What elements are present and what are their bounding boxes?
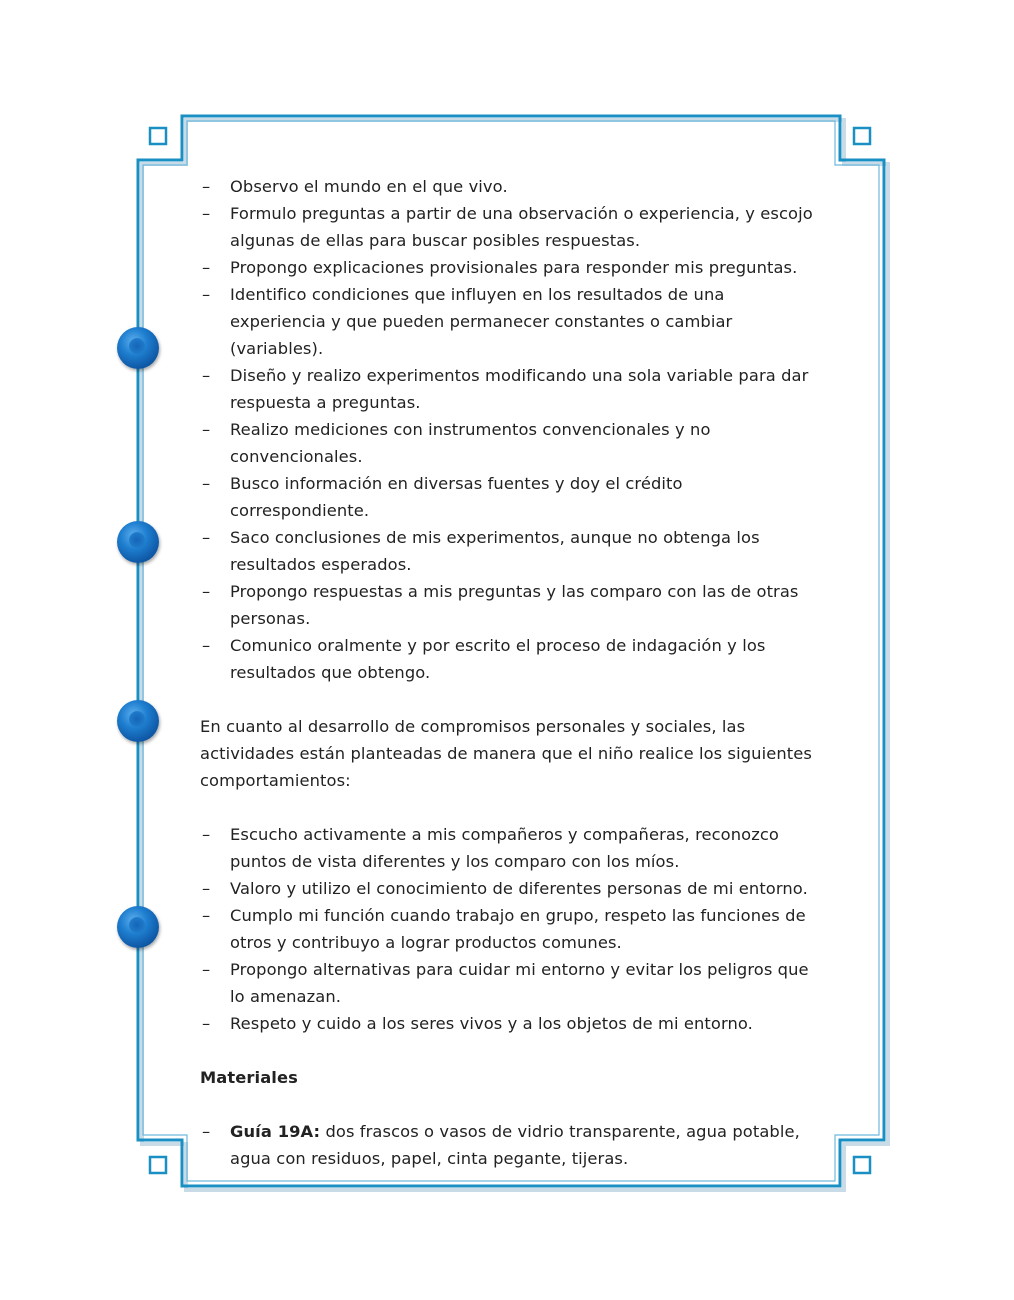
list-item-text: Saco conclusiones de mis experimentos, aunque no obtenga los resultados esperados.	[230, 528, 760, 574]
dash-marker: –	[202, 1122, 211, 1141]
list-item	[200, 578, 820, 632]
list-item-text: Valoro y utilizo el conocimiento de diferentes personas de mi entorno.	[230, 879, 808, 898]
list-item	[200, 200, 820, 254]
list-item-text: Escucho activamente a mis compañeros y compañeras, reconozco puntos de vista diferentes y los comparo con los míos.	[230, 825, 779, 871]
list-item	[200, 173, 820, 200]
list-item-text: Observo el mundo en el que vivo.	[230, 177, 508, 196]
list-item	[200, 524, 820, 578]
dash-marker: –	[202, 825, 211, 844]
list-item	[200, 902, 820, 956]
dash-marker: –	[202, 366, 211, 385]
list-item	[200, 1118, 820, 1172]
decorative-blue-bullet-1	[117, 327, 159, 369]
decorative-blue-bullet-4	[117, 906, 159, 948]
dash-marker: –	[202, 474, 211, 493]
materials-text: dos frascos o vasos de vidrio transparente, agua potable, agua con residuos, papel, cinta pegante, tijeras.	[230, 1122, 800, 1168]
list-item	[200, 281, 820, 362]
list-item-text: Respeto y cuido a los seres vivos y a los objetos de mi entorno.	[230, 1014, 753, 1033]
list-item-text: Realizo mediciones con instrumentos convencionales y no convencionales.	[230, 420, 711, 466]
list-item	[200, 362, 820, 416]
dash-marker: –	[202, 420, 211, 439]
list-item	[200, 632, 820, 686]
inquiry-list	[200, 173, 820, 686]
guide-label: Guía 19A:	[230, 1122, 321, 1141]
dash-marker: –	[202, 285, 211, 304]
decorative-blue-bullet-3	[117, 700, 159, 742]
list-item	[200, 821, 820, 875]
dash-marker: –	[202, 960, 211, 979]
list-item	[200, 1010, 820, 1037]
dash-marker: –	[202, 258, 211, 277]
intro-paragraph: En cuanto al desarrollo de compromisos personales y sociales, las actividades están planteadas de manera que el niño realice los siguientes comportamientos:	[200, 717, 812, 790]
decorative-blue-bullet-2	[117, 521, 159, 563]
dash-marker: –	[202, 528, 211, 547]
list-item-text: Identifico condiciones que influyen en los resultados de una experiencia y que pueden permanecer constantes o cambiar (variables).	[230, 285, 733, 358]
list-item-text: Busco información en diversas fuentes y doy el crédito correspondiente.	[230, 474, 683, 520]
dash-marker: –	[202, 1014, 211, 1033]
list-item-text: Propongo alternativas para cuidar mi entorno y evitar los peligros que lo amenazan.	[230, 960, 809, 1006]
dash-marker: –	[202, 879, 211, 898]
list-item	[200, 470, 820, 524]
list-item-text: Cumplo mi función cuando trabajo en grupo, respeto las funciones de otros y contribuyo a lograr productos comunes.	[230, 906, 806, 952]
dash-marker: –	[202, 582, 211, 601]
dash-marker: –	[202, 177, 211, 196]
materials-heading: Materiales	[200, 1068, 298, 1087]
dash-marker: –	[202, 636, 211, 655]
list-item	[200, 254, 820, 281]
dash-marker: –	[202, 906, 211, 925]
materials-list	[200, 1118, 820, 1172]
list-item-text: Diseño y realizo experimentos modificando una sola variable para dar respuesta a preguntas.	[230, 366, 809, 412]
page-content	[200, 173, 820, 1172]
list-item-text: Propongo explicaciones provisionales para responder mis preguntas.	[230, 258, 798, 277]
list-item-text: Comunico oralmente y por escrito el proceso de indagación y los resultados que obtengo.	[230, 636, 766, 682]
list-item-text: Propongo respuestas a mis preguntas y las comparo con las de otras personas.	[230, 582, 799, 628]
list-item	[200, 875, 820, 902]
commitments-list	[200, 821, 820, 1037]
list-item	[200, 956, 820, 1010]
list-item	[200, 416, 820, 470]
dash-marker: –	[202, 204, 211, 223]
list-item-text: Formulo preguntas a partir de una observación o experiencia, y escojo algunas de ellas para buscar posibles respuestas.	[230, 204, 813, 250]
